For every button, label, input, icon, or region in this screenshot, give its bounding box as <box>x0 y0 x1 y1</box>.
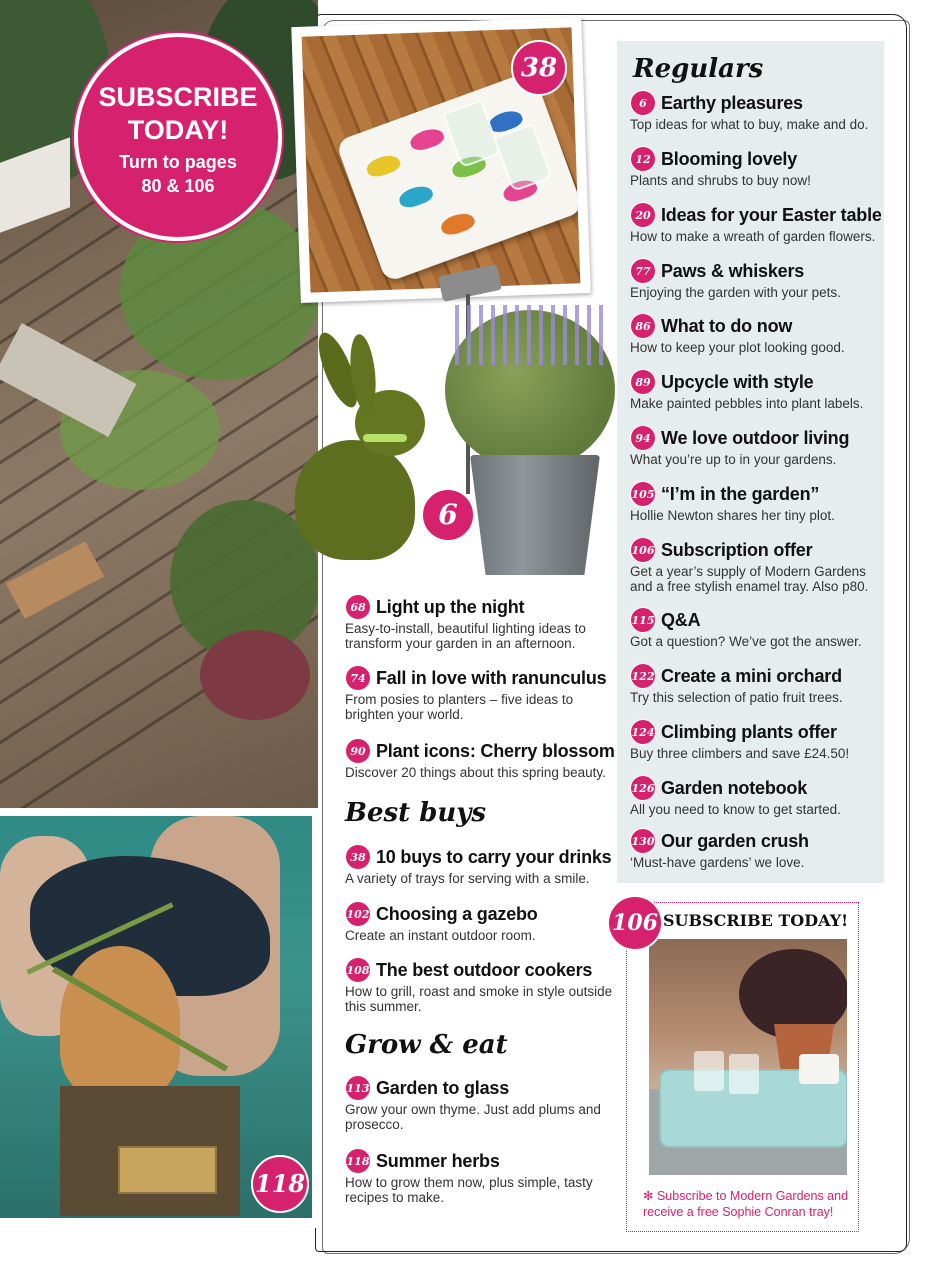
regular-desc: How to make a wreath of garden flowers. <box>630 229 876 244</box>
feature-desc: Easy-to-install, beautiful lighting ideas to transform your garden in an afternoon. <box>345 621 586 651</box>
regular-title: Ideas for your Easter table <box>661 204 882 225</box>
page-badge-tray[interactable]: 38 <box>511 40 567 96</box>
regular-desc: Top ideas for what to buy, make and do. <box>630 117 869 132</box>
feature-desc: A variety of trays for serving with a smile. <box>345 871 590 886</box>
best-buys-heading: Best buys <box>345 798 487 828</box>
regular-item[interactable] <box>630 425 884 467</box>
regular-title: Blooming lovely <box>661 148 798 169</box>
page-number: 12 <box>630 146 656 172</box>
feature-desc: Grow your own thyme. Just add plums and prosecco. <box>345 1102 601 1132</box>
subscribe-offer-box[interactable] <box>626 902 859 1232</box>
moss-bunny-image <box>285 330 445 565</box>
page-number: 124 <box>630 719 656 745</box>
regular-item[interactable] <box>630 202 884 244</box>
feature-title: Plant icons: Cherry blossom <box>376 740 615 761</box>
regular-title: Climbing plants offer <box>661 721 837 742</box>
page-number: 102 <box>345 901 371 927</box>
best-buy-cookers[interactable] <box>345 957 615 1014</box>
grow-garden-to-glass[interactable] <box>345 1075 615 1132</box>
regular-title: Q&A <box>661 609 701 630</box>
subscribe-line2: TODAY! <box>127 115 229 145</box>
regular-title: Upcycle with style <box>661 371 814 392</box>
page-number: 89 <box>630 369 656 395</box>
page-number: 108 <box>345 957 371 983</box>
feature-desc: How to grill, roast and smoke in style outside this summer. <box>345 984 613 1014</box>
bird-tray-image <box>335 70 580 283</box>
regular-item[interactable] <box>630 719 884 761</box>
subscribe-line1: SUBSCRIBE <box>98 82 258 112</box>
feature-title: Fall in love with ranunculus <box>376 667 607 688</box>
page-number: 68 <box>345 594 371 620</box>
regular-desc: Got a question? We’ve got the answer. <box>630 634 862 649</box>
regular-desc: Make painted pebbles into plant labels. <box>630 396 864 411</box>
feature-light-up[interactable] <box>345 594 615 651</box>
page-number: 130 <box>630 828 656 854</box>
subscribe-box-heading: SUBSCRIBE TODAY! <box>663 911 849 930</box>
page-number: 6 <box>630 90 656 116</box>
regular-item[interactable] <box>630 607 884 649</box>
regular-desc: How to keep your plot looking good. <box>630 340 845 355</box>
page-number: 94 <box>630 425 656 451</box>
feature-title: Summer herbs <box>376 1150 500 1171</box>
page-number: 90 <box>345 738 371 764</box>
page-number: 106 <box>630 537 656 563</box>
regular-title: We love outdoor living <box>661 427 850 448</box>
feature-title: Light up the night <box>376 596 525 617</box>
page-number: 20 <box>630 202 656 228</box>
regular-title: Our garden crush <box>661 830 809 851</box>
page-number: 105 <box>630 481 656 507</box>
regular-desc: Plants and shrubs to buy now! <box>630 173 811 188</box>
regular-item[interactable] <box>630 537 884 594</box>
page-number: 74 <box>345 665 371 691</box>
page-number: 126 <box>630 775 656 801</box>
regular-title: Create a mini orchard <box>661 665 842 686</box>
subscribe-line4: 80 & 106 <box>141 176 215 196</box>
regular-item[interactable] <box>630 146 884 188</box>
page-number: 122 <box>630 663 656 689</box>
enamel-tray-photo <box>649 939 847 1175</box>
page-number: 77 <box>630 258 656 284</box>
regular-item[interactable] <box>630 663 884 705</box>
regular-item[interactable] <box>630 828 884 870</box>
page-badge-bunny[interactable]: 6 <box>421 488 475 542</box>
page-badge-subscribe[interactable]: 106 <box>607 895 663 951</box>
feature-ranunculus[interactable] <box>345 665 615 722</box>
lavender-pot-image <box>440 270 618 585</box>
regular-item[interactable] <box>630 90 884 132</box>
regular-title: Garden notebook <box>661 777 808 798</box>
regular-desc: What you’re up to in your gardens. <box>630 452 837 467</box>
page-number: 86 <box>630 313 656 339</box>
regular-item[interactable] <box>630 481 884 523</box>
regulars-heading: Regulars <box>633 54 764 84</box>
feature-desc: How to grow them now, plus simple, tasty recipes to make. <box>345 1175 593 1205</box>
regular-desc: Try this selection of patio fruit trees. <box>630 690 843 705</box>
regular-desc: Enjoying the garden with your pets. <box>630 285 841 300</box>
feature-desc: Create an instant outdoor room. <box>345 928 536 943</box>
subscribe-box-caption: ✻ Subscribe to Modern Gardens and receive a free Sophie Conran tray! <box>643 1189 849 1219</box>
regular-title: Earthy pleasures <box>661 92 803 113</box>
subscribe-badge[interactable] <box>74 33 282 241</box>
regular-title: Paws & whiskers <box>661 260 805 281</box>
subscribe-line3: Turn to pages <box>119 152 237 172</box>
regular-item[interactable] <box>630 369 884 411</box>
regular-desc: All you need to know to get started. <box>630 802 841 817</box>
best-buy-drinks[interactable] <box>345 844 615 886</box>
page-number: 118 <box>345 1148 371 1174</box>
regular-title: Subscription offer <box>661 539 813 560</box>
regular-title: What to do now <box>661 315 793 336</box>
regular-item[interactable] <box>630 258 884 300</box>
page-number: 115 <box>630 607 656 633</box>
best-buy-gazebo[interactable] <box>345 901 615 943</box>
regular-title: “I’m in the garden” <box>661 483 820 504</box>
regular-desc: Get a year’s supply of Modern Gardens and a free stylish enamel tray. Also p80. <box>630 564 869 594</box>
regular-desc: ‘Must-have gardens’ we love. <box>630 855 805 870</box>
feature-cherry-blossom[interactable] <box>345 738 615 780</box>
feature-desc: Discover 20 things about this spring beauty. <box>345 765 606 780</box>
grow-summer-herbs[interactable] <box>345 1148 615 1205</box>
grow-eat-heading: Grow & eat <box>345 1030 508 1060</box>
feature-title: Choosing a gazebo <box>376 903 538 924</box>
feature-title: 10 buys to carry your drinks <box>376 846 612 867</box>
feature-title: Garden to glass <box>376 1077 510 1098</box>
regular-desc: Hollie Newton shares her tiny plot. <box>630 508 835 523</box>
regular-item[interactable] <box>630 313 884 355</box>
feature-desc: From posies to planters – five ideas to brighten your world. <box>345 692 574 722</box>
feature-title: The best outdoor cookers <box>376 959 593 980</box>
regular-item[interactable] <box>630 775 884 817</box>
regular-desc: Buy three climbers and save £24.50! <box>630 746 850 761</box>
page-number: 38 <box>345 844 371 870</box>
page-number: 113 <box>345 1075 371 1101</box>
page-badge-food[interactable]: 118 <box>251 1155 309 1213</box>
